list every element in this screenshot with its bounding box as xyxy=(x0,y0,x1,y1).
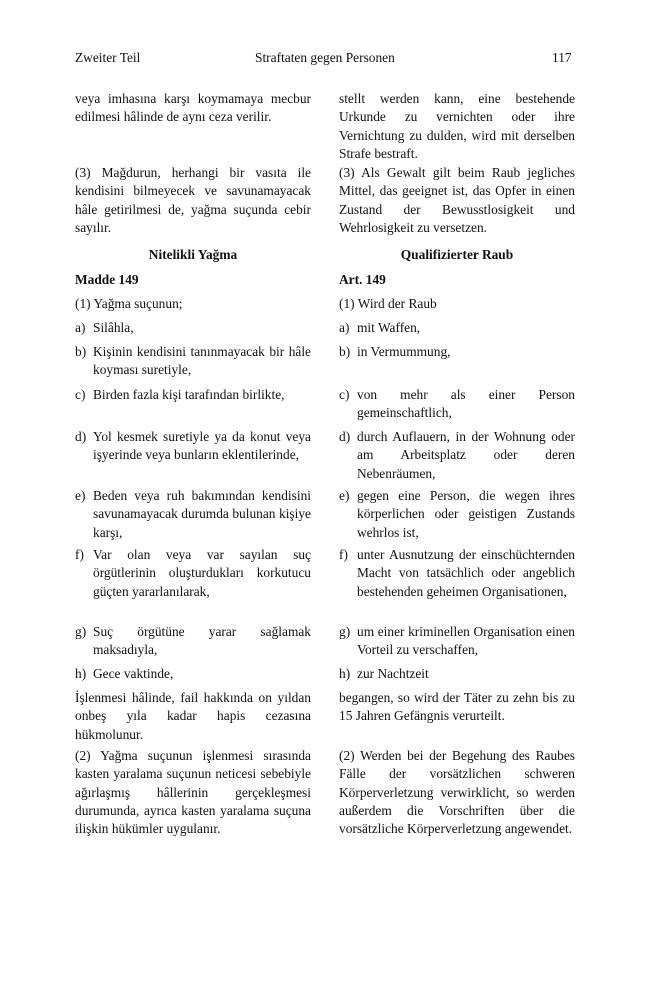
page-number: 117 xyxy=(552,50,572,65)
list-item xyxy=(339,623,575,660)
paragraph-2: (2) Werden bei der Begehung des Raubes Fälle der vorsätzlichen schweren Körperverletzung verwirklicht, so werden außerdem die Vorschriften über die vorsätzliche Körperverletzung angewendet. xyxy=(339,748,575,837)
list-item xyxy=(339,386,575,423)
list-text: durch Auflauern, in der Wohnung oder am Arbeitsplatz oder deren Nebenräumen, xyxy=(357,429,575,481)
article-heading: Art. 149 xyxy=(339,272,386,287)
list-text: Silâhla, xyxy=(93,320,134,335)
list-marker: c) xyxy=(75,387,86,402)
penalty-paragraph: İşlenmesi hâlinde, fail hakkında on yıldan onbeş yıla kadar hapis cezasına hükmolunur. xyxy=(75,690,311,742)
list-item xyxy=(75,546,311,601)
list-item xyxy=(75,623,311,660)
list-text: Beden veya ruh bakımından kendisini savunamayacak durumda bulunan kişiye karşı, xyxy=(93,488,311,540)
list-item xyxy=(75,428,311,465)
list-item xyxy=(75,343,311,380)
list-text: in Vermummung, xyxy=(357,344,451,359)
list-marker: d) xyxy=(339,429,351,444)
section-title: Nitelikli Yağma xyxy=(148,247,238,262)
list-item xyxy=(339,487,575,542)
list-marker: a) xyxy=(339,320,350,335)
list-text: Kişinin kendisini tanınmayacak bir hâle koyması suretiyle, xyxy=(93,344,311,378)
list-marker: f) xyxy=(75,547,84,562)
paragraph-continued: veya imhasına karşı koymamaya mecbur edilmesi hâlinde de aynı ceza verilir. xyxy=(75,91,311,125)
list-marker: f) xyxy=(339,547,348,562)
list-item xyxy=(75,319,311,337)
header-section-title: Straftaten gegen Personen xyxy=(255,50,395,65)
list-marker: g) xyxy=(75,624,87,639)
list-marker: e) xyxy=(339,488,350,503)
list-text: Yol kesmek suretiyle ya da konut veya işyerinde veya bunların eklentilerinde, xyxy=(93,429,311,463)
penalty-paragraph: begangen, so wird der Täter zu zehn bis zu 15 Jahren Gefängnis verurteilt. xyxy=(339,690,575,724)
header-part-title: Zweiter Teil xyxy=(75,50,141,65)
list-text: Gece vaktinde, xyxy=(93,666,174,681)
list-marker: c) xyxy=(339,387,350,402)
list-marker: b) xyxy=(339,344,351,359)
list-text: unter Ausnutzung der einschüchternden Macht von tatsächlich oder angeblich bestehenden geheimen Organisationen, xyxy=(357,547,575,599)
paragraph-3: (3) Als Gewalt gilt beim Raub jegliches Mittel, das geeignet ist, das Opfer in einen Zustand der Bewusstlosigkeit und Wehrlosigkeit zu versetzen. xyxy=(339,165,575,235)
running-header xyxy=(0,50,650,70)
paragraph-continued: stellt werden kann, eine bestehende Urkunde zu vernichten oder ihre Vernichtung zu dulden, wird mit derselben Strafe bestraft. xyxy=(339,91,575,161)
article-heading: Madde 149 xyxy=(75,272,139,287)
list-text: von mehr als einer Person gemeinschaftlich, xyxy=(357,387,575,421)
paragraph-1: (1) Wird der Raub xyxy=(339,296,437,311)
list-item xyxy=(339,319,575,337)
list-text: gegen eine Person, die wegen ihres körperlichen oder geistigen Zustands wehrlos ist, xyxy=(357,488,575,540)
list-text: Suç örgütüne yarar sağlamak maksadıyla, xyxy=(93,624,311,658)
paragraph-2: (2) Yağma suçunun işlenmesi sırasında kasten yaralama suçunun neticesi sebebiyle ağırlaşmış hâllerinin gerçekleşmesi durumunda, ayrıca kasten yaralama suçuna ilişkin hükümler uygulanır. xyxy=(75,748,311,837)
paragraph-1: (1) Yağma suçunun; xyxy=(75,296,183,311)
list-text: mit Waffen, xyxy=(357,320,421,335)
list-item xyxy=(339,428,575,483)
section-title: Qualifizierter Raub xyxy=(400,247,514,262)
list-text: Var olan veya var sayılan suç örgütlerinin oluşturdukları korkutucu güçten yararlanılarak, xyxy=(93,547,311,599)
list-marker: h) xyxy=(75,666,87,681)
list-text: um einer kriminellen Organisation einen Vorteil zu verschaffen, xyxy=(357,624,575,658)
list-item xyxy=(339,546,575,601)
list-item xyxy=(339,665,575,683)
paragraph-3: (3) Mağdurun, herhangi bir vasıta ile kendisini bilmeyecek ve savunamayacak hâle getirilmesi de, yağma suçunda cebir sayılır. xyxy=(75,165,311,235)
list-marker: d) xyxy=(75,429,87,444)
list-text: Birden fazla kişi tarafından birlikte, xyxy=(93,387,285,402)
list-marker: e) xyxy=(75,488,86,503)
list-marker: h) xyxy=(339,666,351,681)
list-marker: a) xyxy=(75,320,86,335)
list-item xyxy=(75,487,311,542)
list-item xyxy=(75,665,311,683)
list-marker: b) xyxy=(75,344,87,359)
list-item xyxy=(75,386,311,404)
list-marker: g) xyxy=(339,624,351,639)
list-item xyxy=(339,343,575,361)
list-text: zur Nachtzeit xyxy=(357,666,429,681)
